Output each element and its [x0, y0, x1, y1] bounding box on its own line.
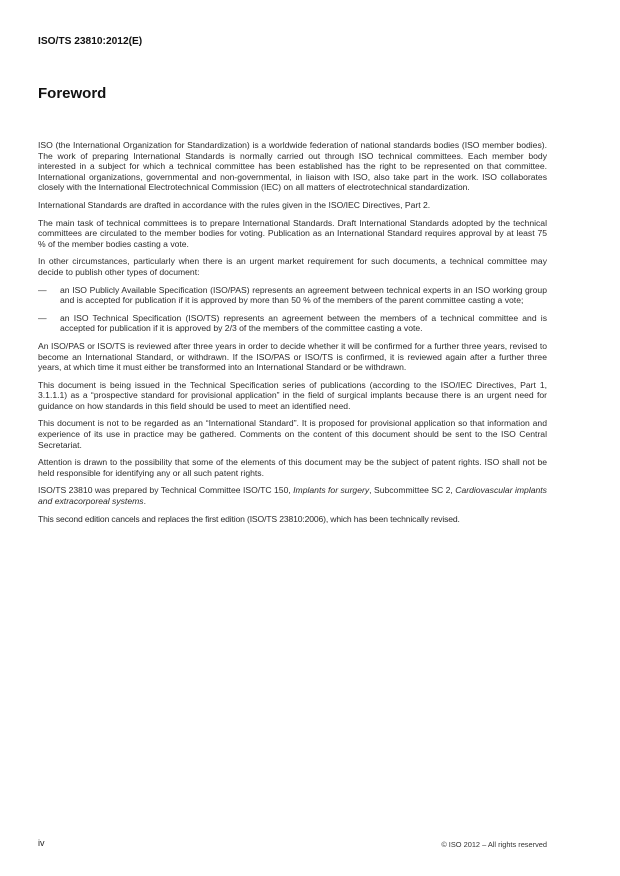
prep-text-2: , Subcommittee SC 2,: [369, 485, 456, 496]
list-item-text: an ISO Technical Specification (ISO/TS) represents an agreement between the members of a technical committee and is accepted for publication if it is approved by 2/3 of the members of the committee casting a vote.: [60, 312, 547, 334]
list-dash: —: [38, 312, 47, 323]
paragraph-drafting-rules: International Standards are drafted in accordance with the rules given in the ISO/IEC Directives, Part 2.: [38, 199, 431, 210]
prep-text-3: .: [143, 496, 146, 507]
prep-committee-title: Implants for surgery: [293, 485, 370, 496]
paragraph-iso-intro: ISO (the International Organization for Standardization) is a worldwide federation of national standards bodies (ISO member bodies). The work of preparing International Standards is normally carried out through ISO technical committees. Each member body interested in a subject for which a technical committee has been established has the right to be represented on that committee. International organizations, governmental and non-governmental, in liaison with ISO, also take part in the work. ISO collaborates closely with the International Electrotechnical Commission (IEC) on all matters of electrotechnical standardization.: [38, 140, 547, 193]
page-title: Foreword: [38, 85, 107, 102]
list-item-ts: [38, 313, 547, 334]
copyright-notice: © ISO 2012 – All rights reserved: [441, 840, 547, 849]
paragraph-ts-series: This document is being issued in the Technical Specification series of publications (according to the ISO/IEC Directives, Part 1, 3.1.1.1) as a “prospective standard for provisional application” in the field of surgical implants because there is an urgent need for guidance on how standards in this field should be used to meet an identified need.: [38, 379, 547, 411]
prep-subcommittee-title: Cardiovascular implants and extracorporeal systems: [38, 485, 547, 507]
paragraph-review: An ISO/PAS or ISO/TS is reviewed after three years in order to decide whether it will be confirmed for a further three years, revised to become an International Standard, or withdrawn. If the ISO/PAS or ISO/TS is confirmed, it is reviewed again after a further three years, at which time it must either be transformed into an International Standard or be withdrawn.: [38, 340, 547, 373]
list-item-text: an ISO Publicly Available Specification (ISO/PAS) represents an agreement between technical experts in an ISO working group and is accepted for publication if it is approved by more than 50 % of the members of the parent committee casting a vote;: [60, 284, 547, 306]
paragraph-not-international-standard: This document is not to be regarded as an “International Standard”. It is proposed for provisional application so that information and experience of its use in practice may be gathered. Comments on the content of this document should be sent to the ISO Central Secretariat.: [38, 418, 547, 450]
list-dash: —: [38, 284, 47, 295]
document-id-header: ISO/TS 23810:2012(E): [38, 36, 143, 47]
paragraph-patent-rights: Attention is drawn to the possibility that some of the elements of this document may be the subject of patent rights. ISO shall not be held responsible for identifying any or all such patent rights.: [38, 457, 547, 478]
page-number: iv: [38, 838, 45, 848]
foreword-body: [38, 140, 547, 531]
prep-text-1: ISO/TS 23810 was prepared by Technical Committee ISO/TC 150,: [38, 485, 294, 496]
list-item-pas: [38, 285, 547, 306]
paragraph-main-task: The main task of technical committees is to prepare International Standards. Draft International Standards adopted by the technical committees are circulated to the member bodies for voting. Publication as an International Standard requires approval by at least 75 % of the member bodies casting a vote.: [38, 217, 547, 249]
paragraph-prepared-by: [38, 485, 547, 506]
paragraph-edition-note: This second edition cancels and replaces the first edition (ISO/TS 23810:2006), which has been technically revised.: [38, 513, 460, 524]
paragraph-other-circumstances: In other circumstances, particularly when there is an urgent market requirement for such documents, a technical committee may decide to publish other types of document:: [38, 256, 547, 277]
